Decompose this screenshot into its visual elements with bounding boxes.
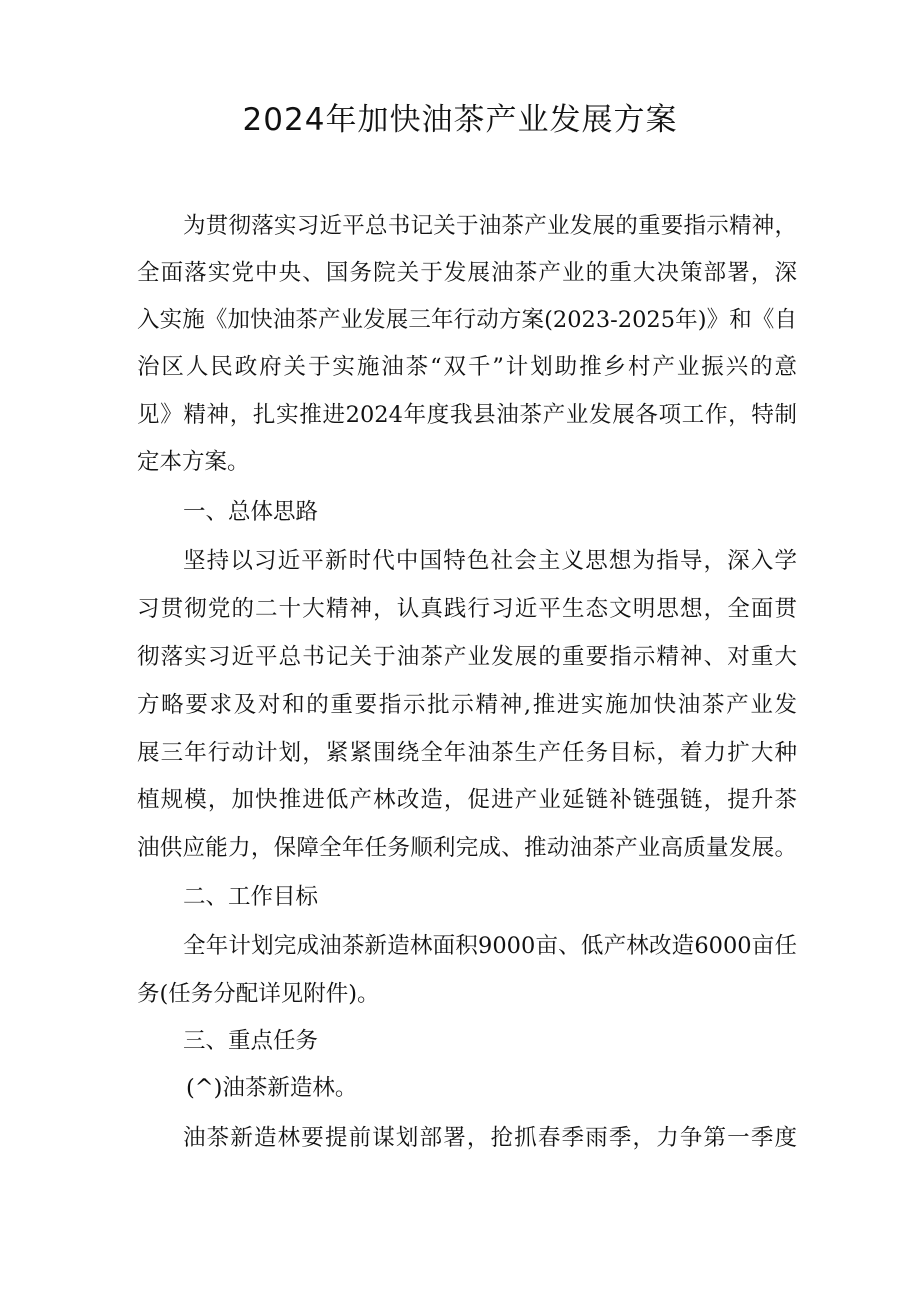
section1-line-3: 彻落实习近平总书记关于油茶产业发展的重要指示精神、对重大: [137, 644, 797, 670]
intro-line-1: 为贯彻落实习近平总书记关于油茶产业发展的重要指示精神，: [183, 213, 797, 239]
section1-line-7: 油供应能力，保障全年任务顺利完成、推动油茶产业高质量发展。: [137, 835, 797, 861]
intro-line-4: 治区人民政府关于实施油茶“双千”计划助推乡村产业振兴的意: [137, 354, 797, 380]
document-title: 2024年加快油茶产业发展方案: [242, 102, 678, 138]
section2-line-2: 务(任务分配详见附件)。: [137, 981, 380, 1007]
section1-line-2: 习贯彻党的二十大精神，认真践行习近平生态文明思想，全面贯: [137, 596, 797, 622]
section3-subheading-1: (^)油茶新造林。: [186, 1075, 358, 1101]
section2-heading: 二、工作目标: [183, 884, 319, 910]
intro-line-5: 见》精神，扎实推进2024年度我县油茶产业发展各项工作，特制: [137, 402, 797, 428]
section3-line-1: 油茶新造林要提前谋划部署，抢抓春季雨季，力争第一季度: [183, 1125, 797, 1151]
section1-line-6: 植规模，加快推进低产林改造，促进产业延链补链强链，提升茶: [137, 787, 797, 813]
section1-line-4: 方略要求及对和的重要指示批示精神,推进实施加快油茶产业发: [137, 692, 797, 718]
section2-line-1: 全年计划完成油茶新造林面积9000亩、低产林改造6000亩任: [183, 933, 797, 959]
section3-heading: 三、重点任务: [183, 1028, 319, 1054]
intro-line-3: 入实施《加快油茶产业发展三年行动方案(2023-2025年)》和《自: [137, 307, 797, 333]
section1-line-5: 展三年行动计划，紧紧围绕全年油茶生产任务目标，着力扩大种: [137, 740, 797, 766]
intro-line-2: 全面落实党中央、国务院关于发展油茶产业的重大决策部署，深: [137, 260, 797, 286]
section1-heading: 一、总体思路: [183, 499, 319, 525]
intro-line-6: 定本方案。: [137, 449, 250, 475]
section1-line-1: 坚持以习近平新时代中国特色社会主义思想为指导，深入学: [183, 548, 797, 574]
